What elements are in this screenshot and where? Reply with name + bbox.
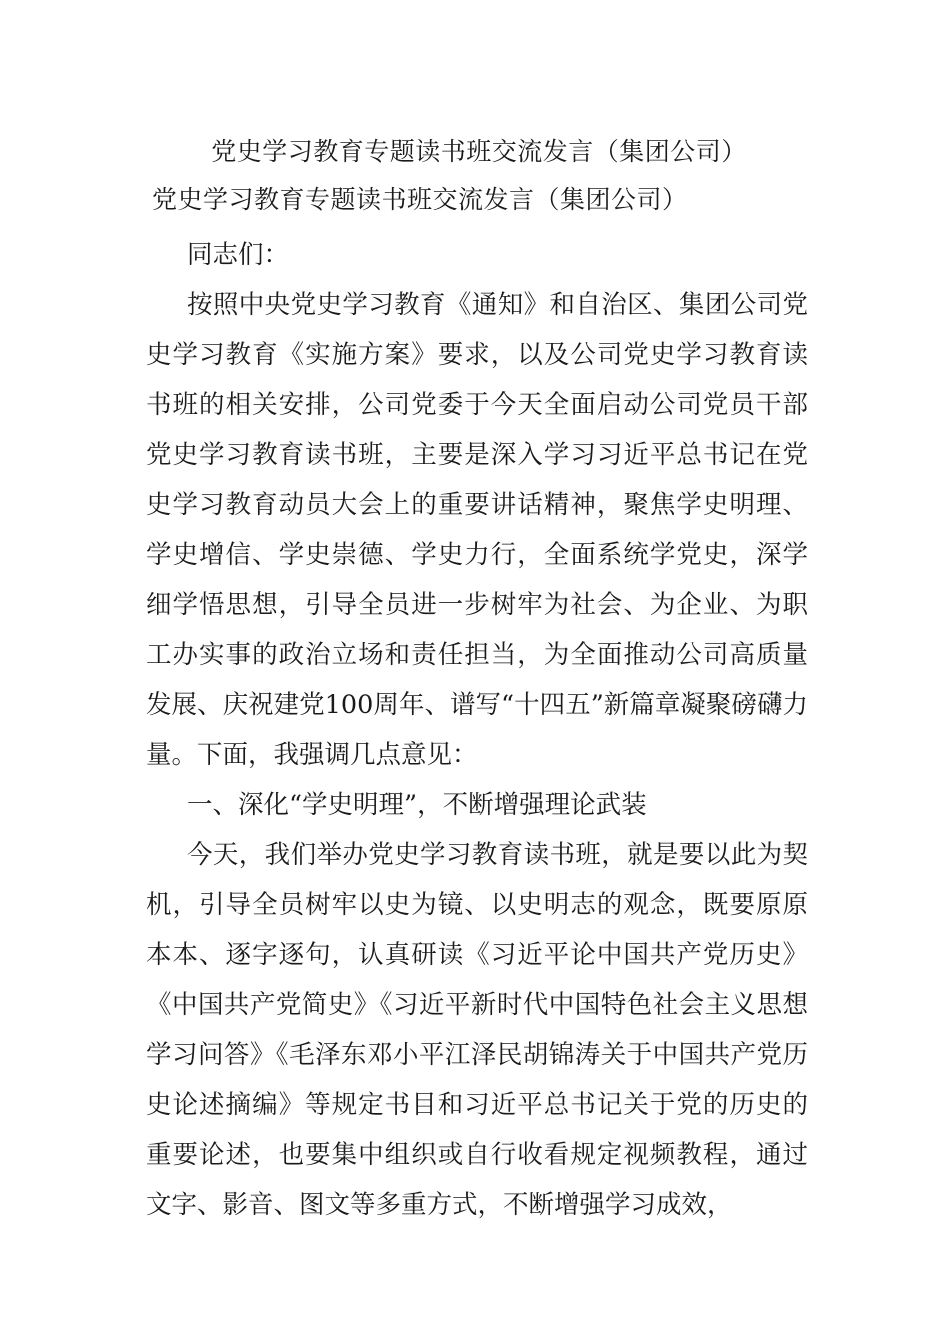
document-subtitle: 党史学习教育专题读书班交流发言（集团公司）: [152, 185, 688, 214]
section-heading-1: 一、深化“学史明理”，不断增强理论武装: [187, 790, 647, 820]
paragraph-section-1: 今天，我们举办党史学习教育读书班，就是要以此为契机，引导全员树牢以史为镜、以史明志的观念，既要原原本本、逐字逐句，认真研读《习近平论中国共产党历史》《中国共产党简史》《习近平新时代中国特色社会主义思想学习问答》《毛泽东邓小平江泽民胡锦涛关于中国共产党历史论述摘编》等规定书目和习近平总书记关于党的历史的重要论述，也要集中组织或自行收看规定视频教程，通过文字、影音、图文等多重方式，不断增强学习成效，: [146, 840, 808, 1220]
paragraph-intro: 按照中央党史学习教育《通知》和自治区、集团公司党史学习教育《实施方案》要求，以及公司党史学习教育读书班的相关安排，公司党委于今天全面启动公司党员干部党史学习教育读书班，主要是深入学习习近平总书记在党史学习教育动员大会上的重要讲话精神，聚焦学史明理、学史增信、学史崇德、学史力行，全面系统学党史，深学细学悟思想，引导全员进一步树牢为社会、为企业、为职工办实事的政治立场和责任担当，为全面推动公司高质量发展、庆祝建党100周年、谱写“十四五”新篇章凝聚磅礴力量。下面，我强调几点意见：: [146, 290, 808, 770]
document-body: [146, 230, 808, 1230]
salutation: 同志们：: [187, 240, 290, 270]
document-title: 党史学习教育专题读书班交流发言（集团公司）: [211, 137, 747, 166]
